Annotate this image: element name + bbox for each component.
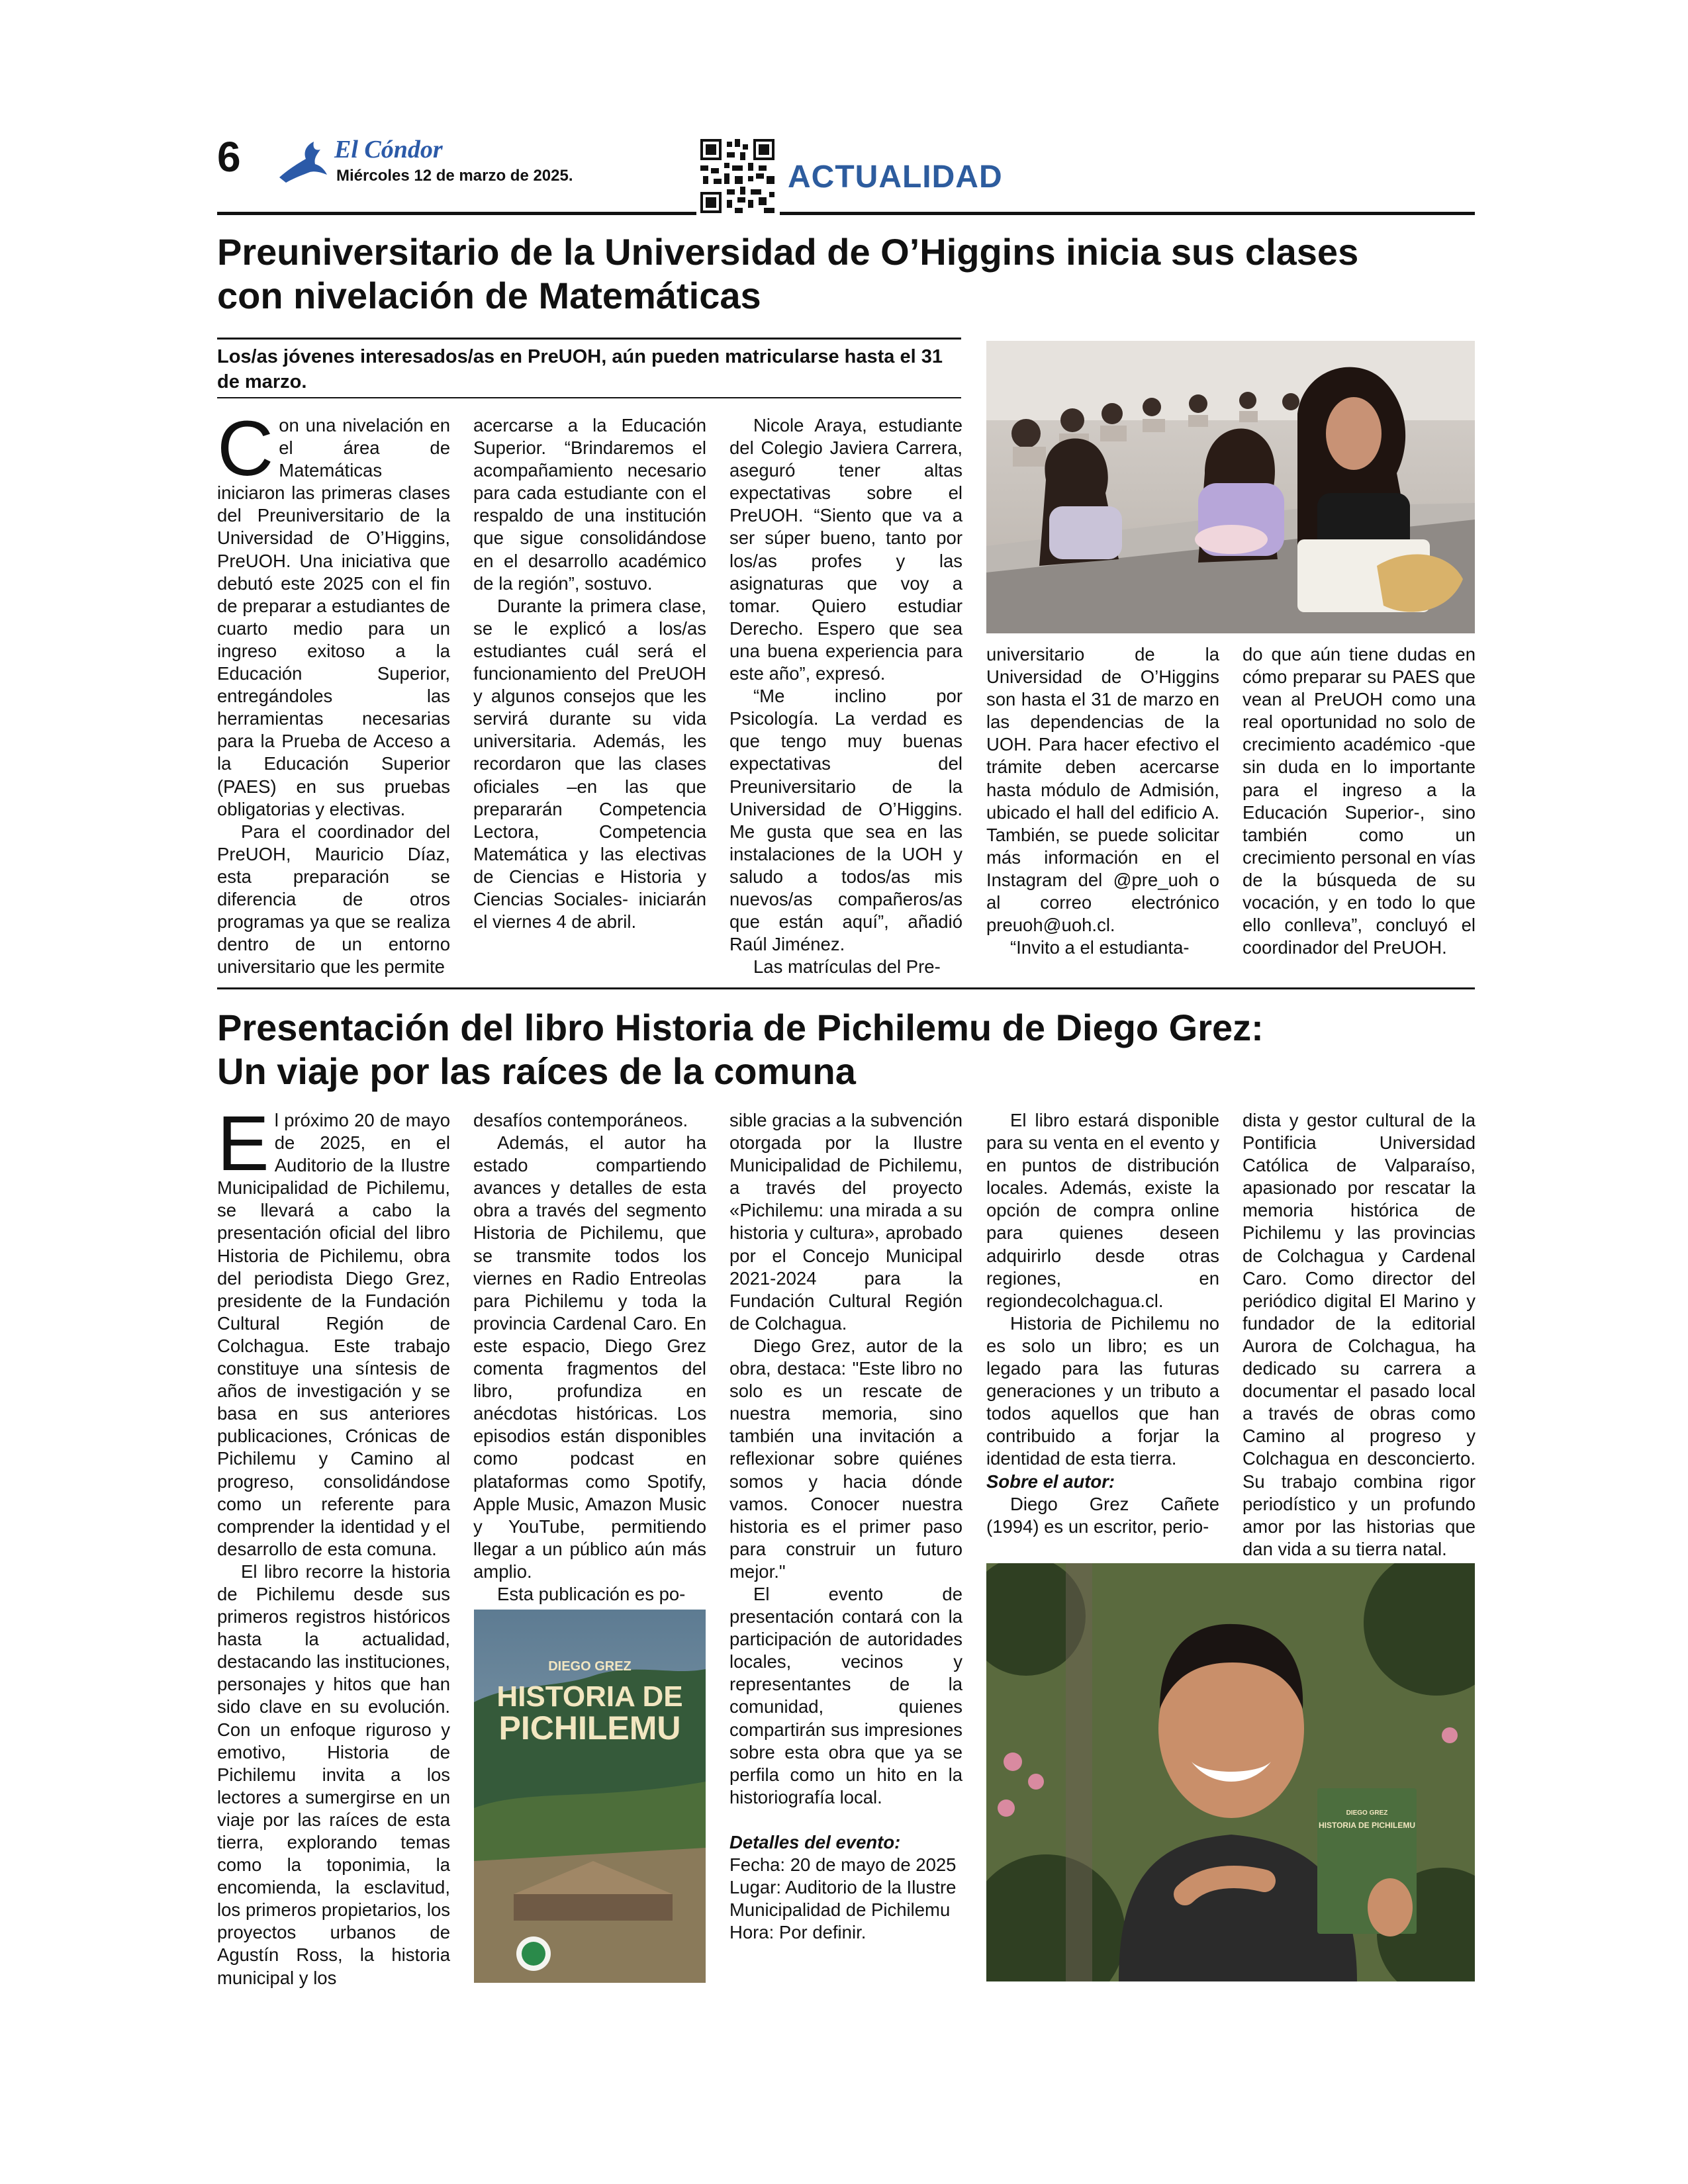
condor-logo-icon [277, 136, 330, 189]
author-photo [986, 1563, 1475, 1981]
article2-headline-line1: Presentación del libro Historia de Pichilemu de Diego Grez: [217, 1007, 1264, 1048]
event-time: Hora: Por definir. [729, 1922, 867, 1943]
masthead-title: El Cóndor [334, 136, 443, 163]
article1-col3-p3: Las matrículas del Pre- [753, 956, 941, 978]
article1-deck: Los/as jóvenes interesados/as en PreUOH, aún pueden matricularse hasta el 31 de marzo. [217, 346, 943, 392]
event-date: Fecha: 20 de mayo de 2025 [729, 1854, 957, 1875]
article2-col5-p1: dista y gestor cultural de la Pontificia Universidad Católica de Valparaíso, apasionado por rescatar la memoria histórica de Pichilemu y las provincias de Colchagua y Cardenal Caro. Como director del periódico digital El Marino y fundador de la editorial Aurora de Colchagua, ha dedicado su carrera a documentar el pasado local a través de obras como Camino al progreso y Colchagua en desconcierto. Su trabajo combina rigor periodístico y un profundo amor por las historias que dan vida a su tierra natal. [1243, 1110, 1476, 1559]
article2-col3-p2: Diego Grez, autor de la obra, destaca: "Este libro no solo es un rescate de nuestra memoria, sino también una invitación a reflexionar sobre quiénes somos y hacia dónde vamos. Conocer nuestra historia es el primer paso para construir un futuro mejor." [729, 1335, 962, 1582]
article1-col2-p1: acercarse a la Educación Superior. “Brindaremos el acompañamiento necesario para cada estudiante con el respaldo de una institución que sigue consolidándose en el desarrollo académico de la región”, sostuvo. [473, 415, 706, 594]
article1-col1-p2: Para el coordinador del PreUOH, Mauricio Díaz, esta preparación se diferencia de otros programas ya que se realiza dentro de un entorno universitario que les permite [217, 821, 450, 978]
article1-headline-line1: Preuniversitario de la Universidad de O’Higgins inicia sus clases [217, 231, 1359, 273]
article2-headline-line2: Un viaje por las raíces de la comuna [217, 1050, 856, 1092]
article2-col4-p1: El libro estará disponible para su venta en el evento y en puntos de distribución locales. Además, existe la opción de compra online para quienes deseen adquirirlo desde otras regiones, en regiondecolchagua.cl. [986, 1110, 1219, 1311]
cover-title-line2: PICHILEMU [498, 1709, 681, 1747]
article2-col1-p1: l próximo 20 de mayo de 2025, en el Auditorio de la Ilustre Municipalidad de Pichilemu, se llevará a cabo la presentación oficial del libro Historia de Pichilemu, obra del periodista Diego Grez, presidente de la Fundación Cultural Región de Colchagua. Este trabajo constituye una síntesis de años de investigación y se basa en sus anteriores publicaciones, Crónicas de Pichilemu y Camino al progreso, consolidándose como un referente para comprender la identidad y el desarrollo de esta comuna. [217, 1110, 450, 1559]
cover-author-name: DIEGO GREZ [548, 1659, 632, 1674]
article2-col3-p3: El evento de presentación contará con la participación de autoridades locales, vecinos y representantes de la comunidad, quienes compartirán sus impresiones sobre esta obra que ya se perfila como un hito en la historiografía local. [729, 1583, 962, 1807]
cover-title-line1: HISTORIA DE [496, 1680, 683, 1713]
page-number: 6 [217, 133, 241, 181]
article1-col5-p1: do que aún tiene dudas en cómo preparar su PAES que vean al PreUOH como una real oportunidad no solo de crecimiento académico -que sin duda en lo importante para el ingreso a la Educación Superior-, sino también como un crecimiento personal en vías de la búsqueda de su vocación, y en todo lo que ello conlleva”, concluyó el coordinador del PreUOH. [1243, 644, 1476, 958]
article1-col4-p1: universitario de la Universidad de O’Higgins son hasta el 31 de marzo en las dependencias de la UOH. Para hacer efectivo el trámite deben acercarse hasta módulo de Admisión, ubicado el hall del edificio A. También, se puede solicitar más información en el Instagram del @pre_uoh o al correo electrónico preuoh@uoh.cl. [986, 644, 1219, 936]
article2-dropcap: E [217, 1100, 269, 1187]
article1-column-1 [217, 405, 450, 978]
article1-col1-p1: on una nivelación en el área de Matemáticas iniciaron las primeras clases del Preuniversitario de la Universidad de O’Higgins, PreUOH. Una iniciativa que debutó este 2025 con el fin de preparar a estudiantes de cuarto medio para un ingreso exitoso a la Educación Superior, entregándoles las herramientas necesarias para la Prueba de Acceso a la Educación Superior (PAES) en sus pruebas obligatorias y electivas. [217, 415, 450, 819]
qr-code-icon [700, 139, 774, 213]
article1-col3-p1: Nicole Araya, estudiante del Colegio Javiera Carrera, aseguró tener altas expectativas sobre el PreUOH. “Siento que va a ser súper bueno, tanto por los/as profes y las asignaturas que voy a tomar. Quiero estudiar Derecho. Espero que sea una buena experiencia para este año”, expresó. [729, 415, 962, 684]
header-rule-right [780, 212, 1475, 215]
article2-column-1 [217, 1100, 450, 1989]
article2-col4-p2: Historia de Pichilemu no es solo un libro; es un legado para las futuras generaciones y un tributo a todos aquellos que han contribuido a forjar la identidad de esta tierra. [986, 1312, 1219, 1469]
header-rule-left [217, 212, 696, 215]
article2-col2-p2: Además, el autor ha estado compartiendo avances y detalles de esta obra a través del segmento Historia de Pichilemu, que se transmite todos los viernes en Radio Entreolas para Pichilemu y toda la provincia Cardenal Caro. En este espacio, Diego Grez comenta fragmentos del libro, profundiza en anécdotas históricas. Los episodios están disponibles como podcast en plataformas como Spotify, Apple Music, Amazon Music y YouTube, permitiendo llegar a un público aún más amplio. [473, 1132, 706, 1582]
article1-column-4 [986, 643, 1219, 959]
event-place: Lugar: Auditorio de la Ilustre Municipalidad de Pichilemu [729, 1877, 957, 1921]
article1-column-3 [729, 414, 962, 978]
article2-column-2 [473, 1109, 706, 1606]
deck-rule-bottom [217, 397, 961, 398]
article2-col4-p3: Diego Grez Cañete (1994) es un escritor, perio- [986, 1493, 1219, 1537]
article2-col3-p1: sible gracias a la subvención otorgada por la Ilustre Municipalidad de Pichilemu, a través del proyecto «Pichilemu: una mirada a su historia y cultura», aprobado por el Concejo Municipal 2021-2024 para la Fundación Cultural Región de Colchagua. [729, 1110, 962, 1334]
article1-column-5 [1243, 643, 1476, 959]
article1-headline [217, 230, 1475, 318]
article1-col2-p2: Durante la primera clase, se le explicó a los/as estudiantes cuál será el funcionamiento del PreUOH y algunos consejos que les servirá durante su vida universitaria. Además, les recordaron que las clases oficiales –en las que prepararán Competencia Lectora, Competencia Matemática y las electivas de Ciencias e Historia y Ciencias Sociales- iniciarán el viernes 4 de abril. [473, 595, 706, 933]
article2-column-4 [986, 1109, 1219, 1538]
article2-col2-p3: Esta publicación es po- [497, 1583, 686, 1604]
issue-date: Miércoles 12 de marzo de 2025. [336, 167, 573, 185]
article2-col1-p2: El libro recorre la historia de Pichilemu desde sus primeros registros históricos hasta la actualidad, destacando las instituciones, personajes y hitos que han sido clave en su evolución. Con un enfoque riguroso y emotivo, Historia de Pichilemu invita a los lectores a sumergirse en un viaje por las raíces de esta tierra, explorando temas como la toponimia, la encomienda, la esclavitud, los primeros propietarios, los proyectos urbanos de Agustín Ross, la historia municipal y los [217, 1561, 450, 1988]
event-details-title: Detalles del evento: [729, 1831, 901, 1852]
photo-book-title: HISTORIA DE PICHILEMU [1318, 1821, 1416, 1830]
article2-column-5 [1243, 1109, 1476, 1561]
section-label: ACTUALIDAD [788, 159, 1003, 195]
article1-headline-line2: con nivelación de Matemáticas [217, 275, 761, 316]
article2-column-3 [729, 1109, 962, 1944]
photo-book-author: DIEGO GREZ [1346, 1809, 1388, 1817]
article1-col4-p2: “Invito a el estudianta- [1010, 937, 1190, 958]
article1-dropcap: C [217, 405, 274, 492]
deck-rule-top [217, 338, 961, 340]
book-cover-image [474, 1610, 706, 1983]
students-classroom-photo [986, 341, 1475, 633]
article1-col3-p2: “Me inclino por Psicología. La verdad es que tengo muy buenas expectativas del Preuniversitario de la Universidad de O’Higgins. Me gusta que sea en las instalaciones de la UOH y saludo a todos/as mis nuevos/as compañeros/as que están aquí”, añadió Raúl Jiménez. [729, 686, 962, 955]
about-author-title: Sobre el autor: [986, 1471, 1115, 1492]
article2-headline [217, 1006, 1475, 1093]
article-divider [217, 987, 1475, 989]
article1-column-2 [473, 414, 706, 933]
article2-col2-p1: desafíos contemporáneos. [473, 1110, 688, 1130]
